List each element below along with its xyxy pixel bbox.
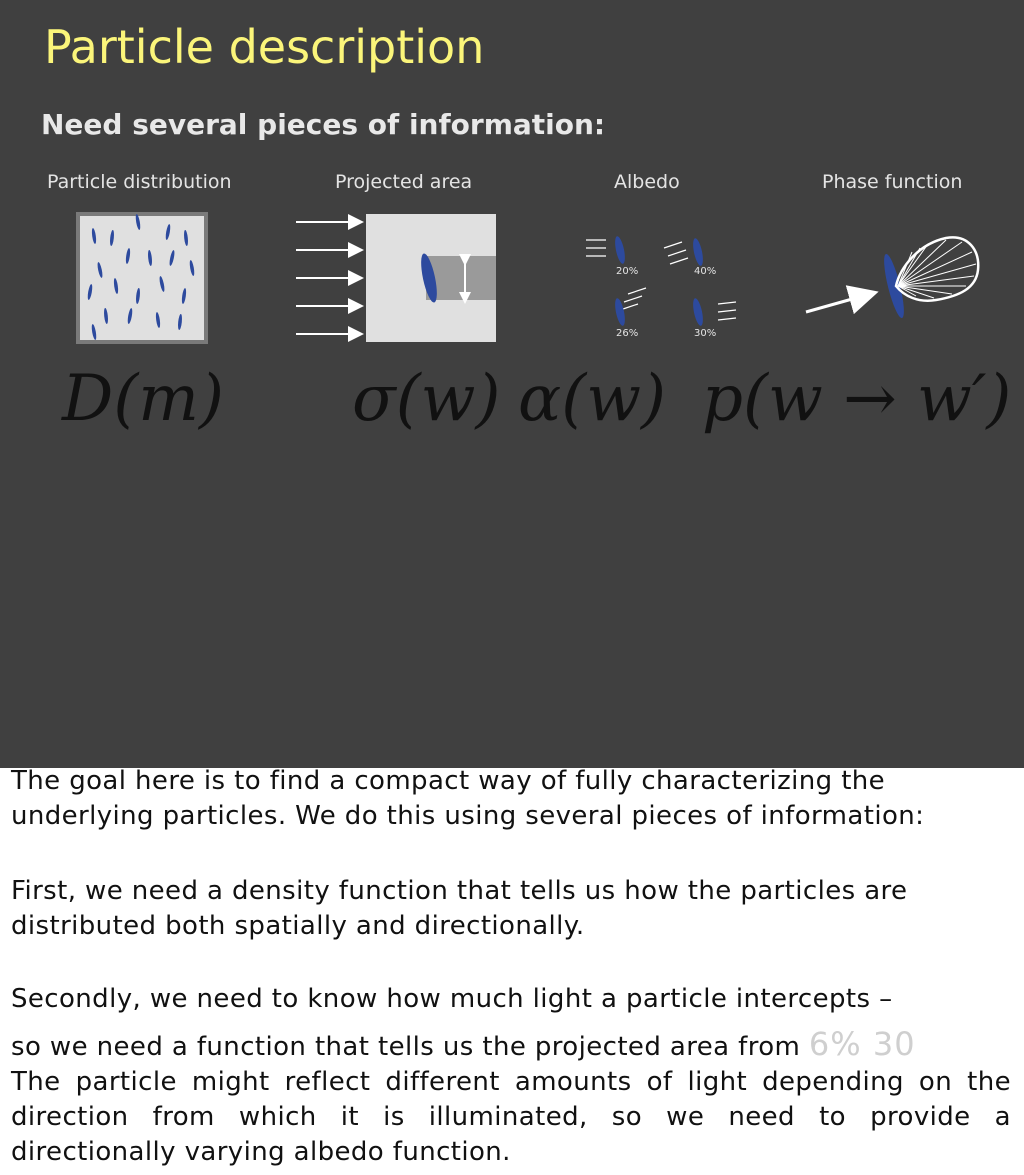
notes-paragraph	[11, 764, 1011, 834]
slide-subtitle: Need several pieces of information:	[41, 108, 606, 141]
formula-phase-function: p(w → w′)	[702, 362, 1012, 436]
notes-line: distributed both spatially and directionally.	[11, 911, 585, 941]
phase-function-figure	[800, 230, 990, 330]
speaker-notes	[11, 764, 1011, 1170]
overlapping-fragment: 6% 30	[808, 1025, 916, 1063]
albedo-value: 30%	[694, 328, 717, 339]
notes-line	[11, 1027, 1011, 1065]
albedo-value: 40%	[694, 266, 717, 277]
label-phase-function: Phase function	[822, 171, 963, 193]
projected-area-figure	[292, 212, 498, 344]
notes-paragraph	[11, 982, 1011, 1065]
label-albedo: Albedo	[614, 171, 680, 193]
notes-line: underlying particles. We do this using several pieces of information:	[11, 801, 925, 831]
notes-paragraph	[11, 874, 1011, 944]
slide-title: Particle description	[44, 20, 485, 74]
label-particle-distribution: Particle distribution	[47, 171, 232, 193]
notes-line: Secondly, we need to know how much light a particle intercepts –	[11, 984, 893, 1014]
albedo-figure	[580, 230, 750, 346]
formula-projected-area: σ(w)	[352, 362, 501, 436]
albedo-value: 26%	[616, 328, 639, 339]
formula-distribution: D(m)	[62, 362, 224, 436]
particle-distribution-figure	[76, 212, 208, 344]
label-projected-area: Projected area	[335, 171, 473, 193]
notes-line: The goal here is to find a compact way of fully characterizing the	[11, 766, 886, 796]
notes-text: so we need a function that tells us the projected area from	[11, 1032, 801, 1062]
formula-albedo: α(w)	[518, 362, 666, 436]
albedo-value: 20%	[616, 266, 639, 277]
notes-paragraph: The particle might reflect different amounts of light depending on the direction from which it is illuminated, so we need to provide a directionally varying albedo function.	[11, 1067, 1011, 1167]
notes-line: First, we need a density function that tells us how the particles are	[11, 876, 908, 906]
